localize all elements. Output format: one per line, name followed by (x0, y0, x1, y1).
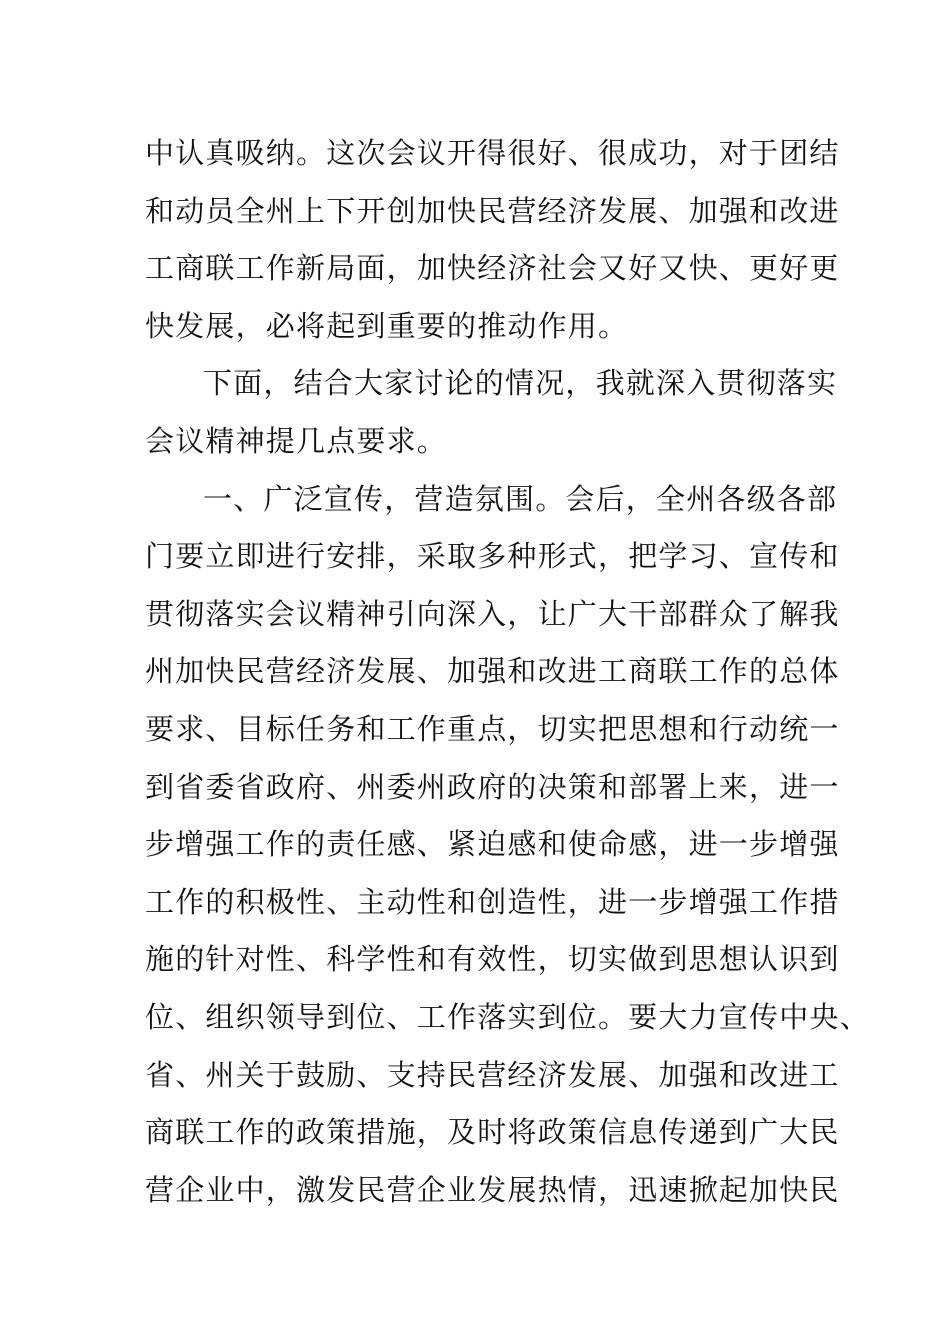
text-line: 要求、目标任务和工作重点，切实把思想和行动统一 (145, 711, 840, 746)
text-line: 商联工作的政策措施，及时将政策信息传递到广大民 (145, 1115, 840, 1150)
text-line: 步增强工作的责任感、紧迫感和使命感，进一步增强 (145, 827, 840, 862)
text-line: 门要立即进行安排，采取多种形式，把学习、宣传和 (145, 539, 840, 574)
text-line: 州加快民营经济发展、加强和改进工商联工作的总体 (145, 654, 840, 689)
text-line: 和动员全州上下开创加快民营经济发展、加强和改进 (145, 193, 840, 228)
section-heading-line: 一、广泛宣传，营造氛围。会后，全州各级各部 (203, 481, 838, 516)
text-line: 施的针对性、科学性和有效性，切实做到思想认识到 (145, 942, 840, 977)
text-line: 位、组织领导到位、工作落实到位。要大力宣传中央、 (145, 999, 870, 1034)
text-line: 贯彻落实会议精神引向深入，让广大干部群众了解我 (145, 596, 840, 631)
paragraph-start-line: 下面，结合大家讨论的情况，我就深入贯彻落实 (203, 366, 838, 401)
text-line: 省、州关于鼓励、支持民营经济发展、加强和改进工 (145, 1057, 840, 1092)
text-line: 到省委省政府、州委州政府的决策和部署上来，进一 (145, 769, 840, 804)
text-line: 工作的积极性、主动性和创造性，进一步增强工作措 (145, 884, 840, 919)
text-line: 快发展，必将起到重要的推动作用。 (145, 308, 629, 343)
text-line: 中认真吸纳。这次会议开得很好、很成功，对于团结 (145, 136, 840, 170)
text-line: 工商联工作新局面，加快经济社会又好又快、更好更 (145, 251, 840, 286)
text-line: 会议精神提几点要求。 (145, 423, 448, 458)
body-text (145, 125, 870, 1219)
text-line: 营企业中，激发民营企业发展热情，迅速掀起加快民 (145, 1172, 840, 1207)
